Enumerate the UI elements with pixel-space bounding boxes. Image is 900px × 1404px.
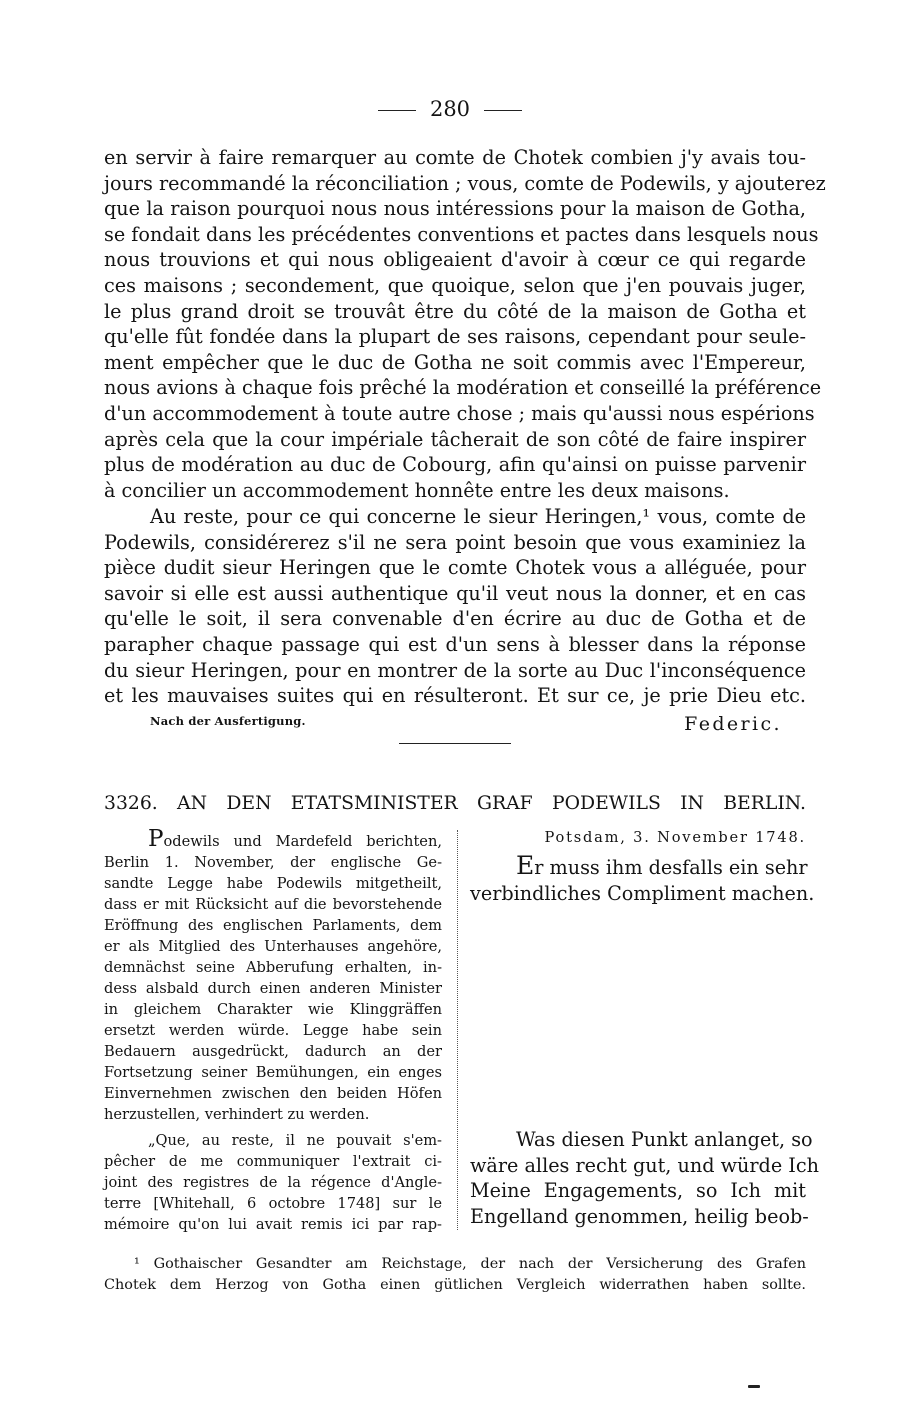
- footnote-line: ¹ Gothaischer Gesandter am Reichstage, der nach der Versicherung des Grafen: [134, 1256, 806, 1272]
- text-line: du sieur Heringen, pour en montrer de la sorte au Duc l'inconséquence: [104, 658, 806, 682]
- reply-line: verbindliches Compliment machen.: [470, 881, 815, 905]
- column-divider: [457, 830, 458, 1230]
- text-line: se fondait dans les précédentes conventions et pactes dans lesquels nous: [104, 222, 819, 246]
- section-separator-rule: [399, 743, 511, 744]
- summary-line: Einvernehmen zwischen den beiden Höfen: [104, 1085, 442, 1102]
- text-line: que la raison pourquoi nous nous intéressions pour la maison de Gotha,: [104, 197, 806, 221]
- page-number-value: 280: [429, 97, 471, 121]
- reply-line: Was diesen Punkt anlanget, so: [516, 1128, 813, 1151]
- text-line: d'un accommodement à toute autre chose ; mais qu'aussi nous espérions: [104, 401, 815, 425]
- text-line: savoir si elle est aussi authentique qu'il veut nous la donner, et en cas: [104, 581, 806, 605]
- summary-line: Berlin 1. November, der englische Ge-: [104, 854, 442, 871]
- text-line: qu'elle fût fondée dans la plupart de ses raisons, cependant pour seule-: [104, 325, 806, 349]
- quote-line: „Que, au reste, il ne pouvait s'em-: [148, 1132, 442, 1149]
- text-line: ment empêcher que le duc de Gotha ne soit commis avec l'Empereur,: [104, 350, 806, 374]
- dateline: Potsdam, 3. November 1748.: [544, 829, 806, 846]
- text-line: ces maisons ; secondement, que quoique, selon que j'en pouvais juger,: [104, 273, 806, 297]
- reply-initial: E: [516, 851, 535, 880]
- text-line: Podewils, considérerez s'il ne sera point besoin que vous examiniez la: [104, 530, 806, 554]
- reply-1: [470, 851, 815, 906]
- quote-column: [104, 1130, 442, 1235]
- section-heading: 3326. AN DEN ETATSMINISTER GRAF PODEWILS IN BERLIN.: [104, 793, 806, 814]
- source-note: Nach der Ausfertigung.: [150, 714, 306, 728]
- quote-line: terre [Whitehall, 6 octobre 1748] sur le: [104, 1195, 442, 1212]
- dropcap: P: [148, 826, 164, 852]
- text-line: plus de modération au duc de Cobourg, afin qu'ainsi on puisse parvenir: [104, 453, 806, 477]
- reply-line: Meine Engagements, so Ich mit: [470, 1179, 806, 1203]
- print-mark: [748, 1385, 760, 1388]
- summary-line: Fortsetzung seiner Bemühungen, ein enges: [104, 1064, 442, 1081]
- summary-line: Bedauern ausgedrückt, dadurch an der: [104, 1043, 442, 1060]
- summary-line: dess alsbald durch einen anderen Minister: [104, 980, 442, 997]
- reply-line-text: r muss ihm desfalls ein sehr: [534, 856, 808, 879]
- summary-line-text: odewils und Mardefeld berichten,: [163, 833, 442, 850]
- summary-line: sandte Legge habe Podewils mitgetheilt,: [104, 875, 442, 892]
- text-line: jours recommandé la réconciliation ; vous, comte de Podewils, y ajouterez: [104, 171, 826, 195]
- text-line: qu'elle le soit, il sera convenable d'en écrire au duc de Gotha et de: [104, 607, 806, 631]
- page-number-dash-right: [484, 110, 522, 111]
- quote-line: joint des registres de la régence d'Angle-: [104, 1174, 442, 1191]
- text-line: après cela que la cour impériale tâcherait de son côté de faire inspirer: [104, 427, 806, 451]
- signature: Federic.: [684, 713, 782, 735]
- summary-line: Eröffnung des englischen Parlaments, dem: [104, 917, 442, 934]
- text-line: le plus grand droit se trouvât être du côté de la maison de Gotha et: [104, 299, 806, 323]
- text-line: parapher chaque passage qui est d'un sens à blesser dans la réponse: [104, 632, 806, 656]
- summary-line: dass er mit Rücksicht auf die bevorstehende: [104, 896, 442, 913]
- reply-line: Engelland genommen, heilig beob-: [470, 1204, 809, 1228]
- footnote-line: Chotek dem Herzog von Gotha einen gütlichen Vergleich widerrathen haben sollte.: [104, 1277, 806, 1293]
- summary-line: herzustellen, verhindert zu werden.: [104, 1106, 370, 1123]
- summary-line: ersetzt werden würde. Legge habe sein: [104, 1022, 442, 1039]
- letter-paragraph-2: [104, 504, 806, 709]
- summary-line: demnächst seine Abberufung erhalten, in-: [104, 959, 442, 976]
- text-line: nous avions à chaque fois prêché la modération et conseillé la préférence: [104, 376, 822, 400]
- text-line: pièce dudit sieur Heringen que le comte Chotek vous a alléguée, pour: [104, 556, 806, 580]
- footnote: [104, 1254, 806, 1296]
- quote-line: mémoire qu'on lui avait remis ici par rap-: [104, 1216, 442, 1233]
- reply-line: [470, 853, 806, 881]
- text-line: Au reste, pour ce qui concerne le sieur Heringen,¹ vous, comte de: [150, 505, 806, 528]
- quote-line: pêcher de me communiquer l'extrait ci-: [104, 1153, 442, 1170]
- text-line: et les mauvaises suites qui en résulteront. Et sur ce, je prie Dieu etc.: [104, 684, 806, 708]
- summary-line: er als Mitglied des Unterhauses angehöre,: [104, 938, 442, 955]
- letter-paragraph-1: [104, 145, 826, 503]
- text-line: en servir à faire remarquer au comte de Chotek combien j'y avais tou-: [104, 146, 806, 169]
- text-line: nous trouvions et qui nous obligeaient d'avoir à cœur ce qui regarde: [104, 248, 806, 272]
- page-number: [0, 96, 900, 122]
- reply-2: [470, 1127, 819, 1229]
- summary-line: [104, 826, 442, 852]
- text-line: à concilier un accommodement honnête entre les deux maisons.: [104, 478, 730, 502]
- reply-line: wäre alles recht gut, und würde Ich: [470, 1153, 819, 1177]
- summary-line: in gleichem Charakter wie Klinggräffen: [104, 1001, 442, 1018]
- page-number-dash-left: [378, 110, 416, 111]
- summary-column: [104, 826, 442, 1125]
